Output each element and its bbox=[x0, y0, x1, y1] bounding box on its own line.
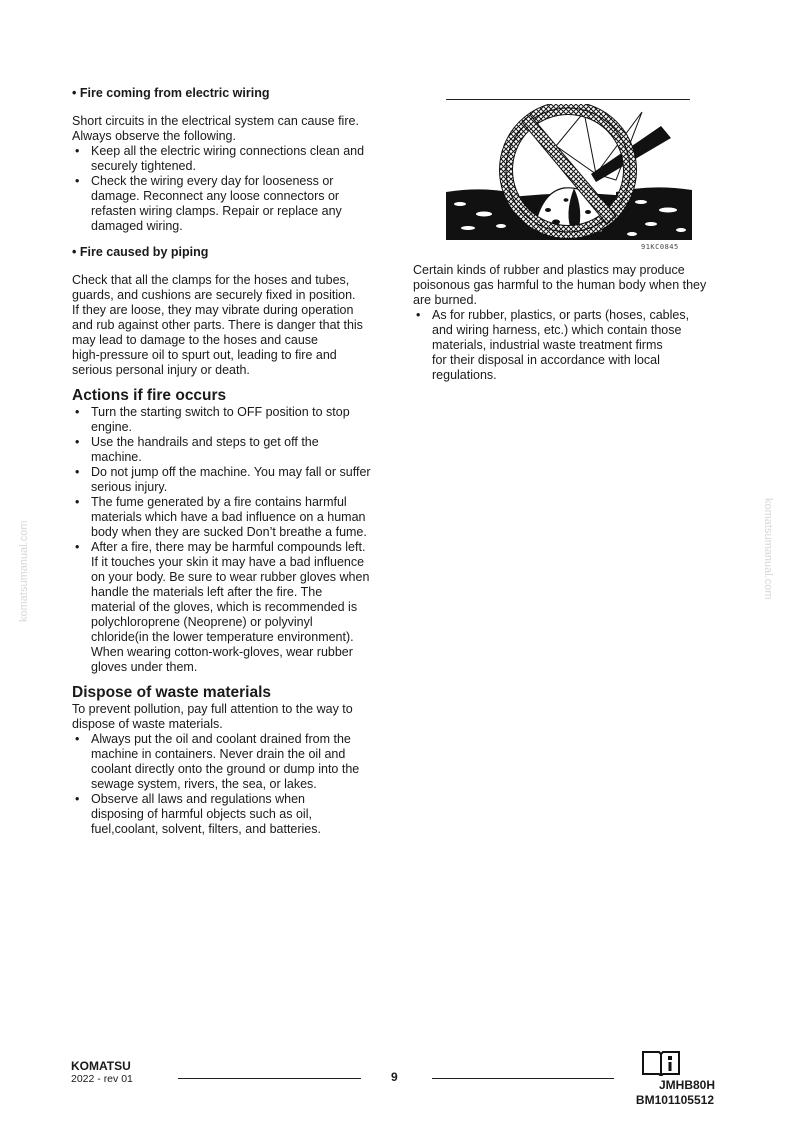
section-head-electric-wiring: • Fire coming from electric wiring bbox=[72, 86, 270, 100]
list-item bbox=[413, 308, 743, 383]
text-line: on your body. Be sure to wear rubber gloves when bbox=[91, 570, 370, 584]
left-column bbox=[72, 86, 384, 837]
fire-actions-list bbox=[72, 405, 384, 675]
electric-wiring-list bbox=[72, 144, 384, 234]
text-line: materials, industrial waste treatment firms bbox=[432, 338, 663, 352]
text-line: serious injury. bbox=[91, 480, 168, 494]
text-line: sewage system, rivers, the sea, or lakes. bbox=[91, 777, 317, 791]
text-line: handle the materials left after the fire. The bbox=[91, 585, 323, 599]
list-item bbox=[72, 540, 384, 675]
piping-paragraph bbox=[72, 273, 384, 378]
list-item bbox=[72, 792, 384, 837]
text-line: Check the wiring every day for looseness or bbox=[91, 174, 334, 188]
text-line: Check that all the clamps for the hoses and tubes, bbox=[72, 273, 350, 287]
dispose-waste-intro bbox=[72, 702, 384, 732]
text-line: machine. bbox=[91, 450, 142, 464]
text-line: Do not jump off the machine. You may fall or suffer bbox=[91, 465, 371, 479]
list-item bbox=[72, 174, 384, 234]
text-line: engine. bbox=[91, 420, 133, 434]
list-item bbox=[72, 495, 384, 540]
section-title-dispose-waste: Dispose of waste materials bbox=[72, 684, 271, 701]
text-line: dispose of waste materials. bbox=[72, 717, 223, 731]
text-line: polychloroprene (Neoprene) or polyvinyl bbox=[91, 615, 313, 629]
text-line: may lead to damage to the hoses and cause bbox=[72, 333, 318, 347]
text-line: Always observe the following. bbox=[72, 129, 236, 143]
text-line: Certain kinds of rubber and plastics may produce bbox=[413, 263, 685, 277]
figure-top-rule bbox=[446, 99, 690, 100]
text-line: materials which have a bad influence on a human bbox=[91, 510, 366, 524]
text-line: coolant directly onto the ground or dump into the bbox=[91, 762, 360, 776]
footer-brand: KOMATSU bbox=[71, 1059, 131, 1073]
list-item bbox=[72, 465, 384, 495]
text-line: serious personal injury or death. bbox=[72, 363, 250, 377]
electric-wiring-intro bbox=[72, 114, 384, 144]
text-line: for their disposal in accordance with local bbox=[432, 353, 660, 367]
text-line: Turn the starting switch to OFF position to stop bbox=[91, 405, 350, 419]
text-line: Observe all laws and regulations when bbox=[91, 792, 306, 806]
text-line: guards, and cushions are securely fixed in position. bbox=[72, 288, 356, 302]
text-line: damaged wiring. bbox=[91, 219, 183, 233]
list-item bbox=[72, 405, 384, 435]
text-line: Keep all the electric wiring connections clean and bbox=[91, 144, 365, 158]
figure-code: 91KC0845 bbox=[641, 243, 679, 251]
section-title-actions-if-fire: Actions if fire occurs bbox=[72, 387, 227, 404]
text-line: material of the gloves, which is recommended is bbox=[91, 600, 358, 614]
text-line: machine in containers. Never drain the oil and bbox=[91, 747, 346, 761]
no-burning-illustration bbox=[446, 104, 692, 252]
text-line: are burned. bbox=[413, 293, 477, 307]
text-line: damage. Reconnect any loose connectors or bbox=[91, 189, 340, 203]
text-line: Always put the oil and coolant drained from the bbox=[91, 732, 351, 746]
text-line: To prevent pollution, pay full attention to the way to bbox=[72, 702, 353, 716]
text-line: high-pressure oil to spurt out, leading to fire and bbox=[72, 348, 337, 362]
footer-rule-left bbox=[178, 1078, 361, 1079]
list-item bbox=[72, 435, 384, 465]
list-item bbox=[72, 732, 384, 792]
text-line: When wearing cotton-work-gloves, wear rubber bbox=[91, 645, 353, 659]
text-line: securely tightened. bbox=[91, 159, 196, 173]
section-head-piping: • Fire caused by piping bbox=[72, 245, 209, 259]
text-line: If they are loose, they may vibrate during operation bbox=[72, 303, 354, 317]
text-line: refasten wiring clamps. Repair or replace any bbox=[91, 204, 342, 218]
section-head-piping-text: Fire caused by piping bbox=[79, 245, 209, 259]
text-line: The fume generated by a fire contains harmful bbox=[91, 495, 347, 509]
text-line: regulations. bbox=[432, 368, 497, 382]
rubber-plastics-list bbox=[413, 308, 743, 383]
text-line: Use the handrails and steps to get off the bbox=[91, 435, 319, 449]
page-number: 9 bbox=[391, 1070, 398, 1084]
model-code: JMHB80H bbox=[658, 1078, 715, 1092]
text-line: chloride(in the lower temperature environment). bbox=[91, 630, 354, 644]
text-line: and wiring harness, etc.) which contain those bbox=[432, 323, 682, 337]
text-line: If it touches your skin it may have a bad influence bbox=[91, 555, 365, 569]
text-line: disposing of harmful objects such as oil, bbox=[91, 807, 312, 821]
document-id: BM101105512 bbox=[635, 1093, 714, 1107]
text-line: gloves under them. bbox=[91, 660, 198, 674]
list-item bbox=[72, 144, 384, 174]
watermark-right: komatsumanual.com bbox=[762, 498, 774, 600]
text-line: Short circuits in the electrical system can cause fire. bbox=[72, 114, 359, 128]
rubber-plastics-paragraph bbox=[413, 263, 743, 308]
text-line: fuel,coolant, solvent, filters, and batteries. bbox=[91, 822, 321, 836]
text-line: and rub against other parts. There is danger that this bbox=[72, 318, 363, 332]
footer-revision: 2022 - rev 01 bbox=[71, 1073, 133, 1085]
footer-rule-right bbox=[432, 1078, 614, 1079]
text-line: After a fire, there may be harmful compounds left. bbox=[91, 540, 366, 554]
dispose-waste-list bbox=[72, 732, 384, 837]
text-line: poisonous gas harmful to the human body when they bbox=[413, 278, 707, 292]
text-line: As for rubber, plastics, or parts (hoses, cables, bbox=[432, 308, 690, 322]
right-column bbox=[413, 263, 743, 383]
manual-book-icon bbox=[641, 1048, 681, 1076]
section-head-electric-wiring-text: Fire coming from electric wiring bbox=[79, 86, 270, 100]
watermark-left: komatsumanual.com bbox=[18, 520, 30, 622]
text-line: body when they are sucked Don’t breathe a fume. bbox=[91, 525, 367, 539]
